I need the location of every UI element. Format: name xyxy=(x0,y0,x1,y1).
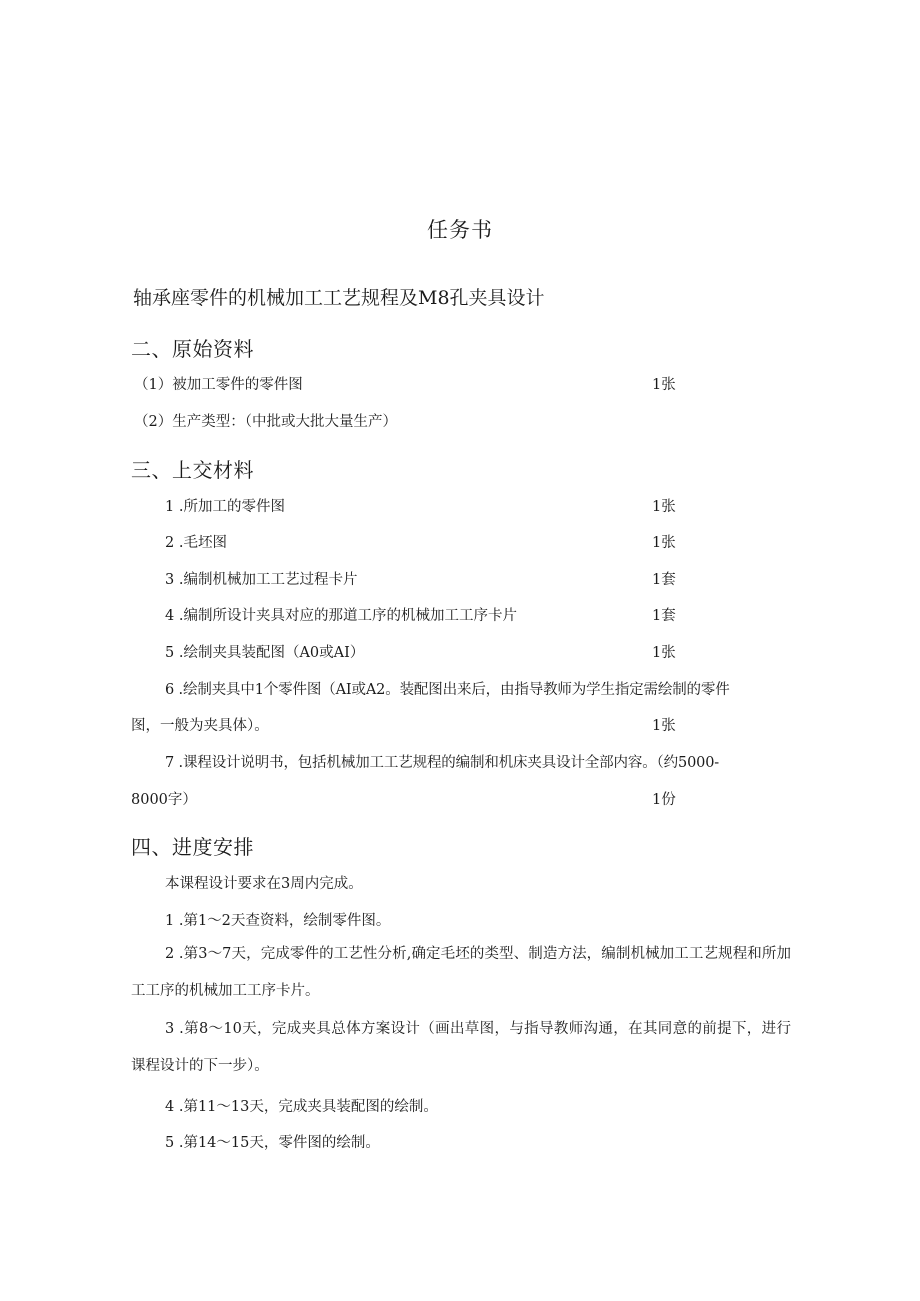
section-heading-submission-materials: 三、上交材料 xyxy=(131,458,254,482)
schedule-item: 3 .第8～10天，完成夹具总体方案设计（画出草图，与指导教师沟通，在其同意的前提下，进行课程设计的下一步）。 xyxy=(131,1021,791,1074)
list-item: 5 .绘制夹具装配图（A0或AI） xyxy=(165,645,365,661)
document-subtitle: 轴承座零件的机械加工工艺规程及M8孔夹具设计 xyxy=(133,287,545,309)
schedule-item: 4 .第11～13天，完成夹具装配图的绘制。 xyxy=(165,1099,438,1115)
list-item: 4 .编制所设计夹具对应的那道工序的机械加工工序卡片 xyxy=(165,608,517,624)
list-item-continuation: 图，一般为夹具体）。 xyxy=(131,718,269,734)
quantity-label: 1套 xyxy=(652,608,676,624)
quantity-label: 1份 xyxy=(652,792,676,808)
quantity-label: 1张 xyxy=(652,377,676,393)
list-item: 6 .绘制夹具中1个零件图（AI或A2。装配图出来后，由指导教师为学生指定需绘制的零件 xyxy=(165,682,730,698)
quantity-label: 1张 xyxy=(652,718,676,734)
list-item-continuation: 8000字） xyxy=(131,792,197,808)
list-item: 2 .毛坯图 xyxy=(165,535,227,551)
list-item: （2）生产类型：（中批或大批大量生产） xyxy=(134,414,397,430)
schedule-item: 2 .第3～7天，完成零件的工艺性分析,确定毛坯的类型、制造方法，编制机械加工工艺规程和所加工工序的机械加工工序卡片。 xyxy=(131,946,791,999)
section-heading-original-materials: 二、原始资料 xyxy=(131,337,254,361)
schedule-item: 5 .第14～15天，零件图的绘制。 xyxy=(165,1135,380,1151)
schedule-item: 1 .第1～2天查资料，绘制零件图。 xyxy=(165,913,391,929)
schedule-intro: 本课程设计要求在3周内完成。 xyxy=(165,876,363,892)
quantity-label: 1套 xyxy=(652,572,676,588)
list-item: 1 .所加工的零件图 xyxy=(165,499,285,515)
section-heading-schedule: 四、进度安排 xyxy=(131,835,254,859)
quantity-label: 1张 xyxy=(652,535,676,551)
list-item: 3 .编制机械加工工艺过程卡片 xyxy=(165,572,358,588)
list-item: （1）被加工零件的零件图 xyxy=(134,377,303,393)
page-title: 任务书 xyxy=(427,218,493,242)
quantity-label: 1张 xyxy=(652,645,676,661)
list-item: 7 .课程设计说明书，包括机械加工工艺规程的编制和机床夹具设计全部内容。（约5000- xyxy=(165,755,720,771)
quantity-label: 1张 xyxy=(652,499,676,515)
